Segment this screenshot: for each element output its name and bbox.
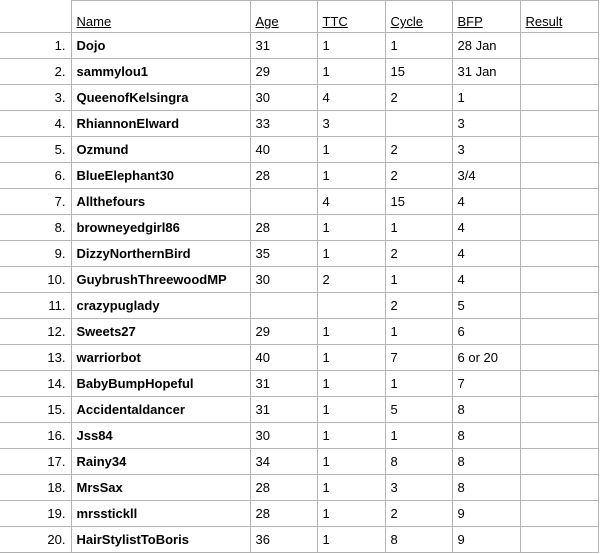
- row-number: 12.: [0, 319, 71, 345]
- row-number: 20.: [0, 527, 71, 553]
- bfp-cell: 9: [452, 527, 520, 553]
- age-header: Age: [250, 1, 317, 33]
- age-cell: 28: [250, 215, 317, 241]
- name-header: Name: [71, 1, 250, 33]
- age-cell: 33: [250, 111, 317, 137]
- bfp-cell: 1: [452, 85, 520, 111]
- bfp-cell: 6: [452, 319, 520, 345]
- result-cell: [520, 33, 598, 59]
- cycle-cell: 2: [385, 137, 452, 163]
- bfp-cell: 28 Jan: [452, 33, 520, 59]
- name-cell: Ozmund: [71, 137, 250, 163]
- bfp-cell: 4: [452, 189, 520, 215]
- bfp-cell: 8: [452, 475, 520, 501]
- cycle-cell: 7: [385, 345, 452, 371]
- row-number: 1.: [0, 33, 71, 59]
- age-cell: 30: [250, 423, 317, 449]
- ttc-cell: 1: [317, 397, 385, 423]
- bfp-cell: 4: [452, 215, 520, 241]
- name-cell: BlueElephant30: [71, 163, 250, 189]
- cycle-cell: 1: [385, 371, 452, 397]
- table-row: [0, 163, 598, 189]
- bfp-cell: 8: [452, 423, 520, 449]
- table-row: [0, 449, 598, 475]
- ttc-cell: 3: [317, 111, 385, 137]
- ttc-cell: 1: [317, 501, 385, 527]
- bfp-cell: 8: [452, 397, 520, 423]
- ttc-cell: 1: [317, 527, 385, 553]
- bfp-cell: 3: [452, 137, 520, 163]
- age-cell: 30: [250, 267, 317, 293]
- age-cell: 29: [250, 319, 317, 345]
- row-number: 18.: [0, 475, 71, 501]
- name-cell: Sweets27: [71, 319, 250, 345]
- ttc-cell: 1: [317, 137, 385, 163]
- age-cell: 28: [250, 163, 317, 189]
- ttc-cell: 1: [317, 215, 385, 241]
- ttc-cell: 1: [317, 319, 385, 345]
- result-cell: [520, 163, 598, 189]
- cycle-header: Cycle: [385, 1, 452, 33]
- ttc-cell: 4: [317, 189, 385, 215]
- row-number: 7.: [0, 189, 71, 215]
- age-cell: 36: [250, 527, 317, 553]
- table-row: [0, 33, 598, 59]
- ttc-cell: 1: [317, 163, 385, 189]
- table-row: [0, 293, 598, 319]
- table-row: [0, 137, 598, 163]
- name-cell: HairStylistToBoris: [71, 527, 250, 553]
- age-cell: 31: [250, 371, 317, 397]
- bfp-header: BFP: [452, 1, 520, 33]
- ttc-cell: 1: [317, 33, 385, 59]
- name-cell: Accidentaldancer: [71, 397, 250, 423]
- table-row: [0, 85, 598, 111]
- name-cell: MrsSax: [71, 475, 250, 501]
- row-number: 19.: [0, 501, 71, 527]
- age-cell: 28: [250, 501, 317, 527]
- result-cell: [520, 397, 598, 423]
- cycle-cell: 2: [385, 163, 452, 189]
- table-row: [0, 111, 598, 137]
- result-cell: [520, 371, 598, 397]
- result-cell: [520, 345, 598, 371]
- name-cell: Allthefours: [71, 189, 250, 215]
- ttc-cell: 1: [317, 371, 385, 397]
- bfp-cell: 5: [452, 293, 520, 319]
- cycle-cell: 5: [385, 397, 452, 423]
- result-cell: [520, 293, 598, 319]
- row-number-header: [0, 1, 71, 33]
- age-cell: 40: [250, 345, 317, 371]
- name-cell: Rainy34: [71, 449, 250, 475]
- age-cell: 31: [250, 397, 317, 423]
- name-cell: BabyBumpHopeful: [71, 371, 250, 397]
- row-number: 13.: [0, 345, 71, 371]
- header-row: [0, 1, 598, 33]
- result-cell: [520, 527, 598, 553]
- bfp-cell: 4: [452, 267, 520, 293]
- result-cell: [520, 267, 598, 293]
- ttc-cell: 1: [317, 59, 385, 85]
- row-number: 15.: [0, 397, 71, 423]
- cycle-cell: 2: [385, 501, 452, 527]
- age-cell: 29: [250, 59, 317, 85]
- age-cell: 34: [250, 449, 317, 475]
- cycle-cell: 1: [385, 267, 452, 293]
- name-cell: browneyedgirl86: [71, 215, 250, 241]
- row-number: 9.: [0, 241, 71, 267]
- ttc-cell: 1: [317, 345, 385, 371]
- cycle-cell: 2: [385, 293, 452, 319]
- age-cell: 40: [250, 137, 317, 163]
- table-row: [0, 423, 598, 449]
- cycle-cell: 1: [385, 423, 452, 449]
- name-cell: mrsstickll: [71, 501, 250, 527]
- cycle-cell: 1: [385, 33, 452, 59]
- age-cell: [250, 293, 317, 319]
- result-cell: [520, 215, 598, 241]
- result-cell: [520, 501, 598, 527]
- table-row: [0, 527, 598, 553]
- table-row: [0, 345, 598, 371]
- name-cell: warriorbot: [71, 345, 250, 371]
- result-cell: [520, 137, 598, 163]
- bfp-cell: 3: [452, 111, 520, 137]
- bfp-cell: 3/4: [452, 163, 520, 189]
- result-cell: [520, 475, 598, 501]
- age-cell: 35: [250, 241, 317, 267]
- table-row: [0, 371, 598, 397]
- cycle-cell: 3: [385, 475, 452, 501]
- result-cell: [520, 85, 598, 111]
- table-row: [0, 189, 598, 215]
- bfp-cell: 9: [452, 501, 520, 527]
- age-cell: [250, 189, 317, 215]
- cycle-cell: [385, 111, 452, 137]
- ttc-header: TTC: [317, 1, 385, 33]
- row-number: 5.: [0, 137, 71, 163]
- ttc-cell: 2: [317, 267, 385, 293]
- row-number: 14.: [0, 371, 71, 397]
- bfp-cell: 4: [452, 241, 520, 267]
- name-cell: QueenofKelsingra: [71, 85, 250, 111]
- row-number: 17.: [0, 449, 71, 475]
- row-number: 8.: [0, 215, 71, 241]
- cycle-cell: 1: [385, 215, 452, 241]
- ttc-cell: [317, 293, 385, 319]
- name-cell: GuybrushThreewoodMP: [71, 267, 250, 293]
- table-row: [0, 241, 598, 267]
- result-cell: [520, 111, 598, 137]
- result-header: Result: [520, 1, 598, 33]
- cycle-cell: 2: [385, 241, 452, 267]
- table-row: [0, 397, 598, 423]
- cycle-cell: 15: [385, 189, 452, 215]
- name-cell: crazypuglady: [71, 293, 250, 319]
- ttc-cell: 4: [317, 85, 385, 111]
- name-cell: Jss84: [71, 423, 250, 449]
- ttc-cell: 1: [317, 241, 385, 267]
- ttc-cell: 1: [317, 449, 385, 475]
- cycle-cell: 8: [385, 449, 452, 475]
- name-cell: RhiannonElward: [71, 111, 250, 137]
- table-row: [0, 215, 598, 241]
- result-cell: [520, 241, 598, 267]
- row-number: 10.: [0, 267, 71, 293]
- row-number: 2.: [0, 59, 71, 85]
- row-number: 6.: [0, 163, 71, 189]
- bfp-cell: 6 or 20: [452, 345, 520, 371]
- name-cell: Dojo: [71, 33, 250, 59]
- age-cell: 28: [250, 475, 317, 501]
- name-cell: sammylou1: [71, 59, 250, 85]
- cycle-cell: 8: [385, 527, 452, 553]
- row-number: 11.: [0, 293, 71, 319]
- cycle-cell: 1: [385, 319, 452, 345]
- result-cell: [520, 423, 598, 449]
- age-cell: 31: [250, 33, 317, 59]
- ttc-cell: 1: [317, 423, 385, 449]
- table-row: [0, 501, 598, 527]
- table-row: [0, 267, 598, 293]
- ttc-cell: 1: [317, 475, 385, 501]
- table-row: [0, 319, 598, 345]
- table-row: [0, 59, 598, 85]
- result-cell: [520, 449, 598, 475]
- row-number: 3.: [0, 85, 71, 111]
- bfp-cell: 7: [452, 371, 520, 397]
- bfp-cell: 8: [452, 449, 520, 475]
- row-number: 4.: [0, 111, 71, 137]
- cycle-cell: 2: [385, 85, 452, 111]
- age-cell: 30: [250, 85, 317, 111]
- name-cell: DizzyNorthernBird: [71, 241, 250, 267]
- row-number: 16.: [0, 423, 71, 449]
- cycle-cell: 15: [385, 59, 452, 85]
- result-cell: [520, 189, 598, 215]
- result-cell: [520, 59, 598, 85]
- bfp-cell: 31 Jan: [452, 59, 520, 85]
- table-row: [0, 475, 598, 501]
- result-cell: [520, 319, 598, 345]
